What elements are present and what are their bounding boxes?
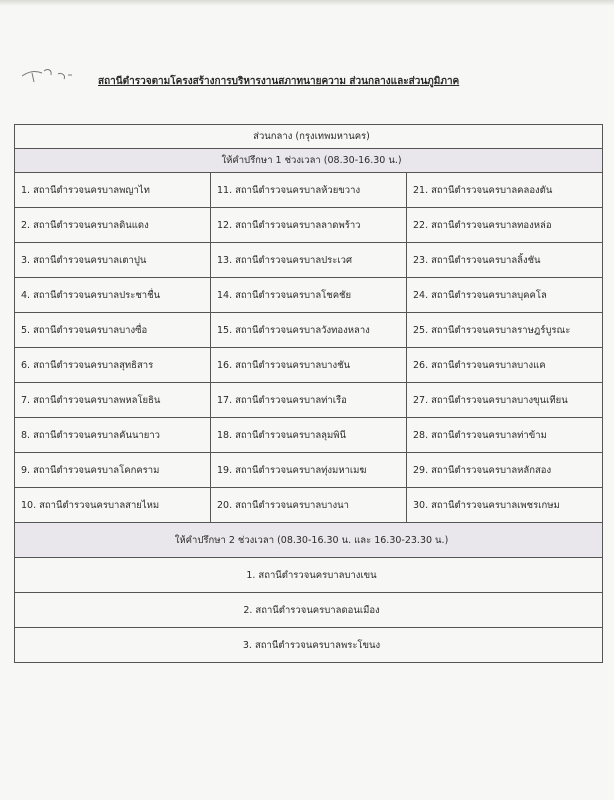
- police-station-table: [14, 124, 603, 663]
- table-row: [15, 418, 603, 453]
- station-cell: 4. สถานีตำรวจนครบาลประชาชื่น: [15, 278, 211, 313]
- table-row: [15, 558, 603, 593]
- station-cell: 17. สถานีตำรวจนครบาลท่าเรือ: [211, 383, 407, 418]
- station-cell: 14. สถานีตำรวจนครบาลโชคชัย: [211, 278, 407, 313]
- station-cell: 1. สถานีตำรวจนครบาลพญาไท: [15, 173, 211, 208]
- station-cell: 20. สถานีตำรวจนครบาลบางนา: [211, 488, 407, 523]
- table-row: [15, 348, 603, 383]
- one-period-header: ให้คำปรึกษา 1 ช่วงเวลา (08.30-16.30 น.): [15, 149, 603, 173]
- station-cell: 29. สถานีตำรวจนครบาลหลักสอง: [407, 453, 603, 488]
- table-row: [15, 208, 603, 243]
- station-cell: 7. สถานีตำรวจนครบาลพหลโยธิน: [15, 383, 211, 418]
- table-row: [15, 383, 603, 418]
- station-cell: 2. สถานีตำรวจนครบาลดินแดง: [15, 208, 211, 243]
- table-row: [15, 593, 603, 628]
- station-cell: 28. สถานีตำรวจนครบาลท่าข้าม: [407, 418, 603, 453]
- station-cell: 25. สถานีตำรวจนครบาลราษฎร์บูรณะ: [407, 313, 603, 348]
- station-cell: 18. สถานีตำรวจนครบาลลุมพินี: [211, 418, 407, 453]
- station-cell: 24. สถานีตำรวจนครบาลบุคคโล: [407, 278, 603, 313]
- station-cell: 1. สถานีตำรวจนครบาลบางเขน: [15, 558, 603, 593]
- station-cell: 9. สถานีตำรวจนครบาลโคกคราม: [15, 453, 211, 488]
- table-row: [15, 453, 603, 488]
- station-cell: 11. สถานีตำรวจนครบาลห้วยขวาง: [211, 173, 407, 208]
- handwritten-mark: [20, 62, 80, 86]
- station-cell: 12. สถานีตำรวจนครบาลลาดพร้าว: [211, 208, 407, 243]
- table-row: [15, 488, 603, 523]
- station-cell: 3. สถานีตำรวจนครบาลเตาปูน: [15, 243, 211, 278]
- table-row: [15, 628, 603, 663]
- station-cell: 19. สถานีตำรวจนครบาลทุ่งมหาเมฆ: [211, 453, 407, 488]
- station-cell: 26. สถานีตำรวจนครบาลบางแค: [407, 348, 603, 383]
- station-cell: 15. สถานีตำรวจนครบาลวังทองหลาง: [211, 313, 407, 348]
- station-cell: 10. สถานีตำรวจนครบาลสายไหม: [15, 488, 211, 523]
- station-cell: 2. สถานีตำรวจนครบาลดอนเมือง: [15, 593, 603, 628]
- station-cell: 6. สถานีตำรวจนครบาลสุทธิสาร: [15, 348, 211, 383]
- document-title: สถานีตำรวจตามโครงสร้างการบริหารงานสภาทนายความ ส่วนกลางและส่วนภูมิภาค: [98, 76, 460, 87]
- central-region-header: ส่วนกลาง (กรุงเทพมหานคร): [15, 125, 603, 149]
- station-cell: 3. สถานีตำรวจนครบาลพระโขนง: [15, 628, 603, 663]
- station-cell: 13. สถานีตำรวจนครบาลประเวศ: [211, 243, 407, 278]
- two-period-header: ให้คำปรึกษา 2 ช่วงเวลา (08.30-16.30 น. และ 16.30-23.30 น.): [15, 523, 603, 558]
- table-row: [15, 173, 603, 208]
- table-row: [15, 313, 603, 348]
- station-cell: 27. สถานีตำรวจนครบาลบางขุนเทียน: [407, 383, 603, 418]
- table-row: [15, 278, 603, 313]
- station-cell: 16. สถานีตำรวจนครบาลบางชัน: [211, 348, 407, 383]
- station-cell: 30. สถานีตำรวจนครบาลเพชรเกษม: [407, 488, 603, 523]
- station-cell: 21. สถานีตำรวจนครบาลคลองตัน: [407, 173, 603, 208]
- station-cell: 8. สถานีตำรวจนครบาลคันนายาว: [15, 418, 211, 453]
- station-cell: 22. สถานีตำรวจนครบาลทองหล่อ: [407, 208, 603, 243]
- table-row: [15, 243, 603, 278]
- station-cell: 5. สถานีตำรวจนครบาลบางซื่อ: [15, 313, 211, 348]
- station-cell: 23. สถานีตำรวจนครบาลลิ้งชัน: [407, 243, 603, 278]
- scan-edge-shadow: [0, 0, 614, 6]
